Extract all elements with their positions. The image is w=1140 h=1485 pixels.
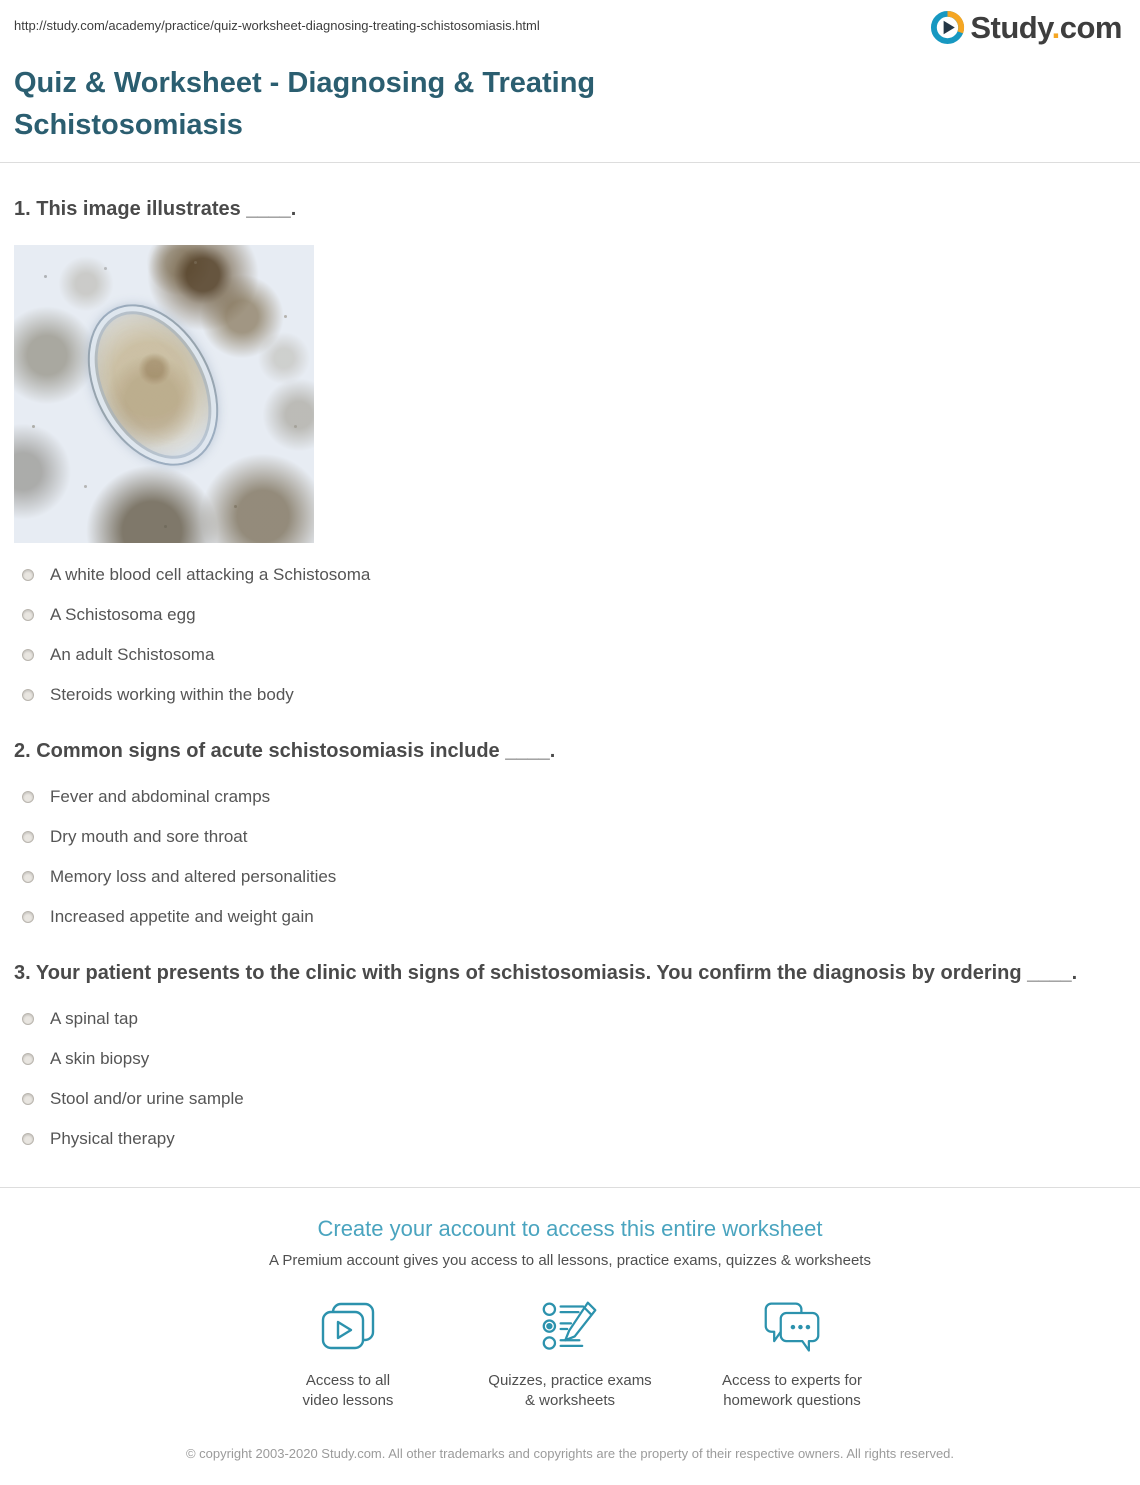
page-title: Quiz & Worksheet - Diagnosing & Treating Schistosomiasis (14, 67, 596, 142)
answer-option[interactable] (14, 1009, 1126, 1029)
radio-button[interactable] (22, 649, 34, 661)
logo-wordmark: Study.com (970, 10, 1122, 45)
radio-button[interactable] (22, 1093, 34, 1105)
feature-label: Access to all video lessons (302, 1372, 394, 1410)
radio-button[interactable] (22, 791, 34, 803)
answer-option[interactable] (14, 685, 1126, 705)
study-logo[interactable] (930, 10, 1122, 45)
feature-list (14, 1299, 1126, 1411)
radio-button[interactable] (22, 1013, 34, 1025)
answer-option[interactable] (14, 645, 1126, 665)
answer-option[interactable] (14, 1089, 1126, 1109)
quiz-checklist-icon (540, 1299, 600, 1357)
answer-option[interactable] (14, 907, 1126, 927)
answer-option[interactable] (14, 827, 1126, 847)
answer-option[interactable] (14, 605, 1126, 625)
answer-option[interactable] (14, 1049, 1126, 1069)
chat-experts-icon (762, 1299, 822, 1357)
feature-label: Quizzes, practice exams & worksheets (488, 1372, 652, 1410)
radio-button[interactable] (22, 689, 34, 701)
radio-button[interactable] (22, 569, 34, 581)
answer-option[interactable] (14, 867, 1126, 887)
answer-option[interactable] (14, 1129, 1126, 1149)
radio-button[interactable] (22, 609, 34, 621)
feature-quizzes-worksheets (459, 1299, 681, 1411)
answer-option-label: A spinal tap (50, 1009, 138, 1029)
answer-option[interactable] (14, 787, 1126, 807)
radio-button[interactable] (22, 1133, 34, 1145)
cta-heading: Create your account to access this entire worksheet (317, 1216, 823, 1242)
radio-button[interactable] (22, 911, 34, 923)
answer-option-label: Fever and abdominal cramps (50, 787, 271, 807)
play-circle-icon (930, 10, 965, 45)
answer-option-label: An adult Schistosoma (50, 645, 215, 665)
question-2 (14, 739, 1126, 927)
feature-label: Access to experts for homework questions (721, 1372, 863, 1410)
answer-option-label: Stool and/or urine sample (50, 1089, 244, 1109)
answer-option-label: A skin biopsy (50, 1049, 150, 1069)
feature-video-lessons (237, 1299, 459, 1411)
schistosoma-egg-illustration (61, 282, 244, 488)
radio-button[interactable] (22, 871, 34, 883)
radio-button[interactable] (22, 1053, 34, 1065)
question-3 (14, 961, 1126, 1149)
question-image-micrograph (14, 245, 314, 543)
answer-option[interactable] (14, 565, 1126, 585)
answer-option-label: Memory loss and altered personalities (50, 867, 337, 887)
page-url: http://study.com/academy/practice/quiz-worksheet-diagnosing-treating-schistosomiasis.html (14, 18, 540, 33)
footer-divider (0, 1187, 1140, 1188)
answer-option-label: A white blood cell attacking a Schistosoma (50, 565, 371, 585)
question-1 (14, 197, 1126, 705)
question-prompt: 3. Your patient presents to the clinic with signs of schistosomiasis. You confirm the diagnosis by ordering ____. (14, 962, 1078, 985)
answer-option-label: Increased appetite and weight gain (50, 907, 314, 927)
cta-subheading: A Premium account gives you access to all lessons, practice exams, quizzes & worksheets (269, 1252, 871, 1270)
answer-option-label: A Schistosoma egg (50, 605, 196, 625)
feature-homework-experts (681, 1299, 903, 1411)
question-prompt: 1. This image illustrates ____. (14, 198, 297, 221)
top-bar (14, 0, 1126, 52)
answer-option-label: Dry mouth and sore throat (50, 827, 248, 847)
title-divider (0, 162, 1140, 163)
video-lessons-icon (318, 1299, 378, 1357)
answer-option-label: Steroids working within the body (50, 685, 294, 705)
answer-option-label: Physical therapy (50, 1129, 175, 1149)
question-prompt: 2. Common signs of acute schistosomiasis include ____. (14, 740, 556, 763)
copyright-notice: © copyright 2003-2020 Study.com. All other trademarks and copyrights are the property of their respective owners. All rights reserved. (185, 1446, 955, 1462)
radio-button[interactable] (22, 831, 34, 843)
